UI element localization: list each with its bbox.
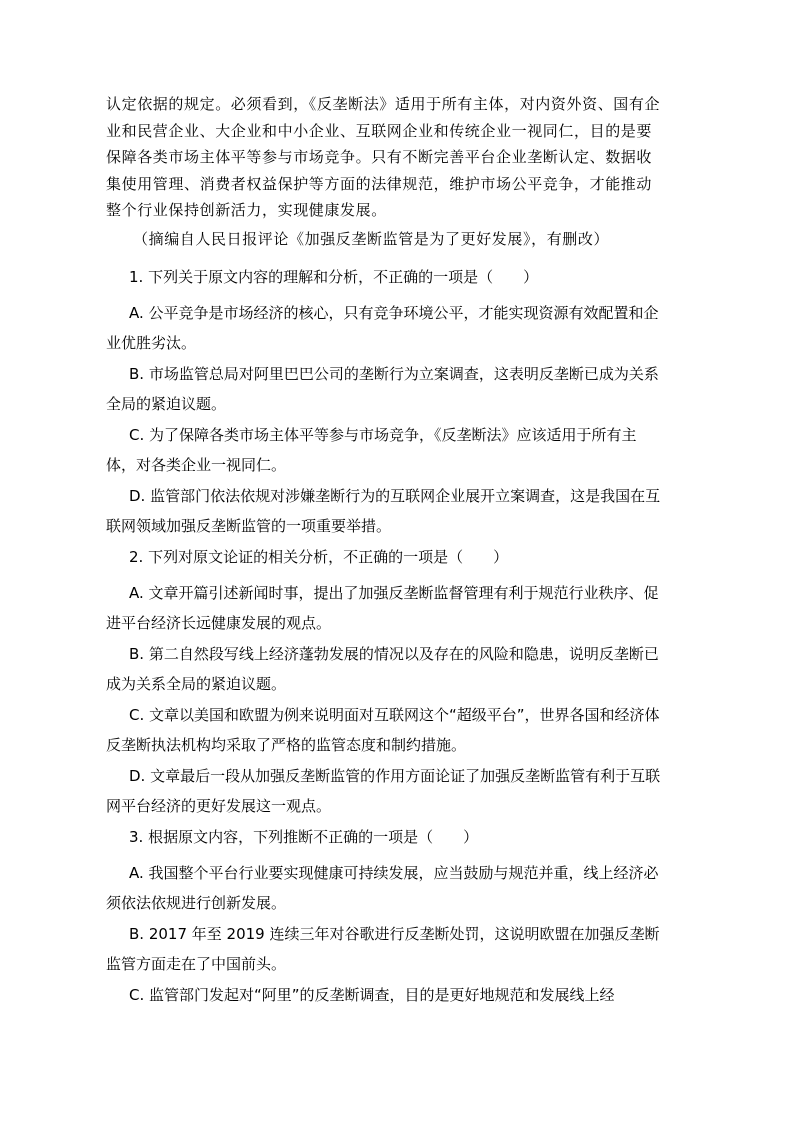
question-2-option-c: C. 文章以美国和欧盟为例来说明面对互联网这个“超级平台”，世界各国和经济体反垄断执法机构均采取了严格的监管态度和制约措施。: [106, 706, 660, 754]
question-3-option-c: C. 监管部门发起对“阿里”的反垄断调查，目的是更好地规范和发展线上经: [129, 986, 615, 1004]
question-2-option-d: D. 文章最后一段从加强反垄断监管的作用方面论证了加强反垄断监管有利于互联网平台经济的更好发展这一观点。: [106, 767, 661, 815]
question-1-option-c: C. 为了保障各类市场主体平等参与市场竞争，《反垄断法》应该适用于所有主体，对各类企业一视同仁。: [106, 426, 637, 474]
question-1-option-a: A. 公平竞争是市场经济的核心，只有竞争环境公平，才能实现资源有效配置和企业优胜劣汰。: [106, 304, 659, 352]
passage-source: （摘编自人民日报评论《加强反垄断监管是为了更好发展》，有删改）: [133, 230, 610, 248]
question-3-option-b: B. 2017 年至 2019 连续三年对谷歌进行反垄断处罚，这说明欧盟在加强反垄断监管方面走在了中国前头。: [106, 925, 660, 973]
question-2-stem: 2. 下列对原文论证的相关分析，不正确的一项是（ ）: [129, 548, 509, 566]
passage-paragraph: 认定依据的规定。必须看到，《反垄断法》适用于所有主体，对内资外资、国有企业和民营企业、大企业和中小企业、互联网企业和传统企业一视同仁，目的是要保障各类市场主体平等参与市场竞争。只有不断完善平台企业垄断认定、数据收集使用管理、消费者权益保护等方面的法律规范，维护市场公平竞争，才能推动整个行业保持创新活力，实现健康发展。: [106, 95, 661, 220]
question-3-option-a: A. 我国整个平台行业要实现健康可持续发展，应当鼓励与规范并重，线上经济必须依法依规进行创新发展。: [106, 864, 659, 912]
question-1-option-d: D. 监管部门依法依规对涉嫌垄断行为的互联网企业展开立案调查，这是我国在互联网领域加强反垄断监管的一项重要举措。: [106, 487, 661, 535]
question-3-stem: 3. 根据原文内容，下列推断不正确的一项是（ ）: [129, 828, 479, 846]
question-2-option-b: B. 第二自然段写线上经济蓬勃发展的情况以及存在的风险和隐患，说明反垄断已成为关系全局的紧迫议题。: [106, 645, 659, 693]
question-1-stem: 1. 下列关于原文内容的理解和分析，不正确的一项是（ ）: [129, 268, 539, 286]
question-2-option-a: A. 文章开篇引述新闻时事，提出了加强反垄断监督管理有利于规范行业秩序、促进平台经济长远健康发展的观点。: [106, 584, 659, 632]
question-1-option-b: B. 市场监管总局对阿里巴巴公司的垄断行为立案调查，这表明反垄断已成为关系全局的紧迫议题。: [106, 365, 659, 413]
